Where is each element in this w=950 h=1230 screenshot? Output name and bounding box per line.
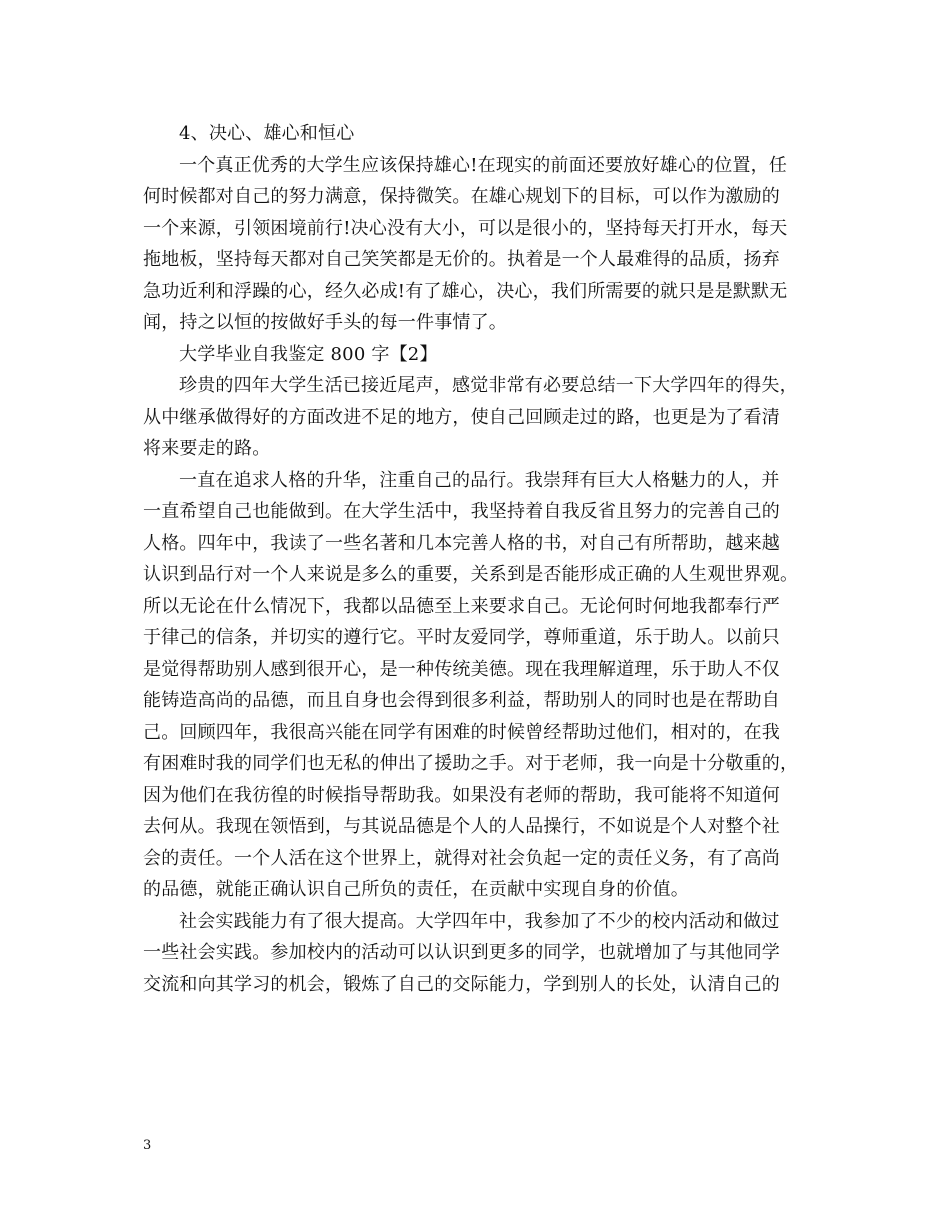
paragraph-line: 所以无论在什么情况下，我都以品德至上来要求自己。无论何时何地我都奉行严 xyxy=(143,595,780,617)
paragraph-line: 交流和向其学习的机会，锻炼了自己的交际能力，学到别人的长处，认清自己的 xyxy=(143,973,780,995)
paragraph-line: 将来要走的路。 xyxy=(143,438,271,459)
paragraph-line: 去何从。我现在领悟到，与其说品德是个人的人品操行，不如说是个人对整个社 xyxy=(143,816,780,837)
paragraph-line: 一直在追求人格的升华，注重自己的品行。我崇拜有巨大人格魅力的人，并 xyxy=(179,469,780,491)
paragraph-line: 己。回顾四年，我很高兴能在同学有困难的时候曾经帮助过他们，相对的，在我 xyxy=(143,721,780,743)
paragraph-line: 一个来源，引领困境前行!决心没有大小，可以是很小的，坚持每天打开水，每天 xyxy=(143,217,788,239)
paragraph-line: 有困难时我的同学们也无私的伸出了援助之手。对于老师，我一向是十分敬重的， xyxy=(143,753,799,774)
paragraph-line: 珍贵的四年大学生活已接近尾声，感觉非常有必要总结一下大学四年的得失， xyxy=(179,375,798,396)
section-heading: 4、决心、雄心和恒心 xyxy=(179,123,355,144)
paragraph-line: 因为他们在我彷徨的时候指导帮助我。如果没有老师的帮助，我可能将不知道何 xyxy=(143,784,780,806)
paragraph-line: 认识到品行对一个人来说是多么的重要，关系到是否能形成正确的人生观世界观。 xyxy=(143,564,799,585)
section-heading: 大学毕业自我鉴定 800 字【2】 xyxy=(179,343,438,365)
paragraph-line: 会的责任。一个人活在这个世界上，就得对社会负起一定的责任义务，有了高尚 xyxy=(143,847,780,869)
page-number: 3 xyxy=(143,1138,152,1153)
paragraph-line: 一个真正优秀的大学生应该保持雄心!在现实的前面还要放好雄心的位置，任 xyxy=(179,154,788,176)
paragraph-line: 从中继承做得好的方面改进不足的地方，使自己回顾走过的路，也更是为了看清 xyxy=(143,406,780,428)
paragraph-line: 人格。四年中，我读了一些名著和几本完善人格的书，对自己有所帮助，越来越 xyxy=(143,532,780,554)
paragraph-line: 拖地板，坚持每天都对自己笑笑都是无价的。执着是一个人最难得的品质，扬弃 xyxy=(143,249,780,270)
paragraph-line: 闻，持之以恒的按做好手头的每一件事情了。 xyxy=(143,312,507,333)
paragraph-line: 何时候都对自己的努力满意，保持微笑。在雄心规划下的目标，可以作为激励的 xyxy=(143,186,780,207)
paragraph-line: 一些社会实践。参加校内的活动可以认识到更多的同学，也就增加了与其他同学 xyxy=(143,942,780,963)
paragraph-line: 急功近利和浮躁的心，经久必成!有了雄心，决心，我们所需要的就只是是默默无 xyxy=(143,280,788,302)
paragraph-line: 于律己的信条，并切实的遵行它。平时友爱同学，尊师重道，乐于助人。以前只 xyxy=(143,627,780,648)
paragraph-line: 能铸造高尚的品德，而且自身也会得到很多利益，帮助别人的同时也是在帮助自 xyxy=(143,690,780,711)
paragraph-line: 社会实践能力有了很大提高。大学四年中，我参加了不少的校内活动和做过 xyxy=(179,910,780,932)
paragraph-line: 一直希望自己也能做到。在大学生活中，我坚持着自我反省且努力的完善自己的 xyxy=(143,501,780,522)
paragraph-line: 的品德，就能正确认识自己所负的责任，在贡献中实现自身的价值。 xyxy=(143,879,689,900)
paragraph-line: 是觉得帮助别人感到很开心，是一种传统美德。现在我理解道理，乐于助人不仅 xyxy=(143,658,780,680)
document-body xyxy=(143,118,823,1000)
